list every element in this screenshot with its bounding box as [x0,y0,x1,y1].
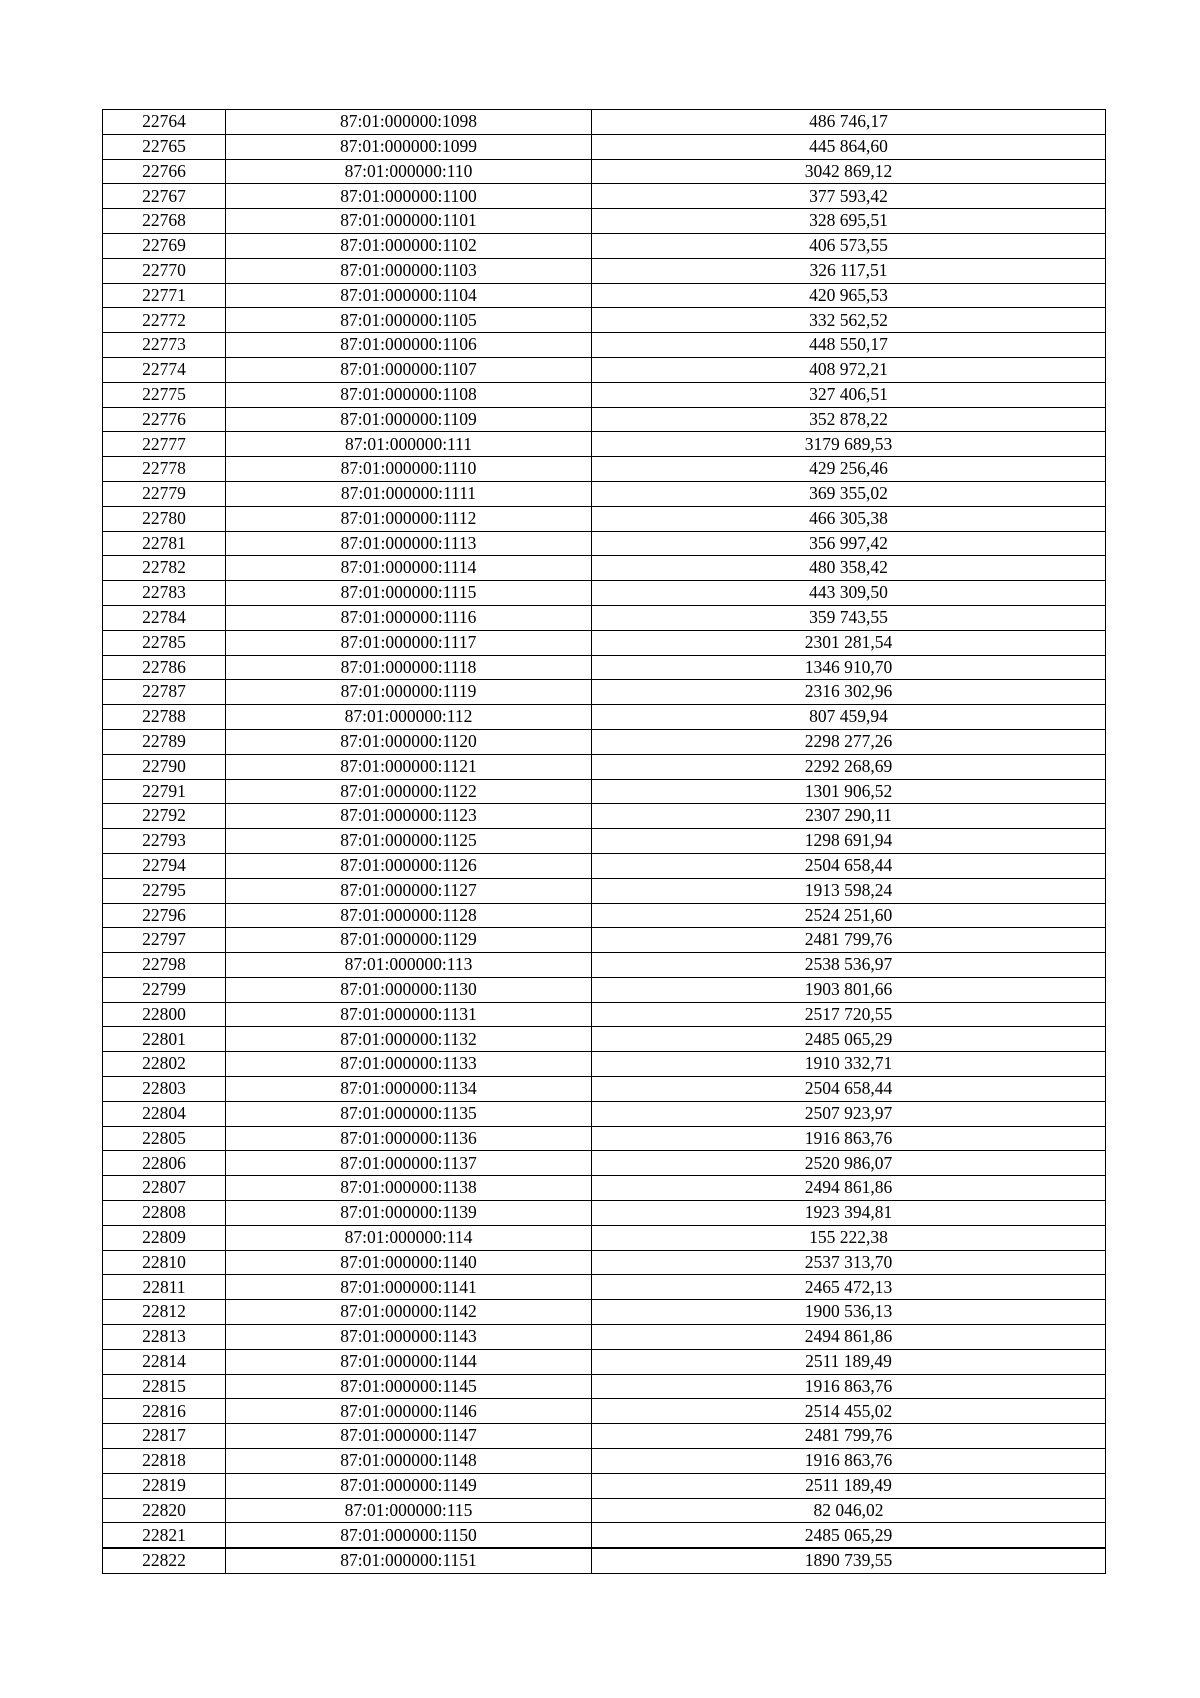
row-number-cell: 22804 [103,1101,226,1126]
row-number-cell: 22781 [103,531,226,556]
table-row [103,556,1106,581]
cadastral-number-cell: 87:01:000000:1140 [226,1250,592,1275]
row-number-cell: 22775 [103,382,226,407]
row-number-cell: 22789 [103,729,226,754]
value-cell: 1890 739,55 [592,1548,1106,1573]
table-row [103,1473,1106,1498]
value-cell: 369 355,02 [592,481,1106,506]
table-row [103,1250,1106,1275]
cadastral-number-cell: 87:01:000000:1108 [226,382,592,407]
value-cell: 3042 869,12 [592,159,1106,184]
cadastral-number-cell: 87:01:000000:1151 [226,1548,592,1573]
cadastral-number-cell: 87:01:000000:1134 [226,1077,592,1102]
table-row [103,1325,1106,1350]
cadastral-number-cell: 87:01:000000:1125 [226,829,592,854]
table-row [103,853,1106,878]
value-cell: 429 256,46 [592,457,1106,482]
table-row [103,1548,1106,1573]
row-number-cell: 22820 [103,1498,226,1523]
row-number-cell: 22822 [103,1548,226,1573]
value-cell: 1346 910,70 [592,655,1106,680]
value-cell: 443 309,50 [592,581,1106,606]
row-number-cell: 22801 [103,1027,226,1052]
cadastral-number-cell: 87:01:000000:1149 [226,1473,592,1498]
table-row [103,1126,1106,1151]
cadastral-number-cell: 87:01:000000:1105 [226,308,592,333]
value-cell: 807 459,94 [592,705,1106,730]
table-row [103,1399,1106,1424]
table-row [103,506,1106,531]
row-number-cell: 22767 [103,184,226,209]
table-row [103,1300,1106,1325]
row-number-cell: 22776 [103,407,226,432]
value-cell: 2511 189,49 [592,1349,1106,1374]
table-row [103,457,1106,482]
table-row [103,209,1106,234]
row-number-cell: 22788 [103,705,226,730]
value-cell: 82 046,02 [592,1498,1106,1523]
value-cell: 1900 536,13 [592,1300,1106,1325]
value-cell: 2524 251,60 [592,903,1106,928]
table-row [103,1275,1106,1300]
table-row [103,1225,1106,1250]
cadastral-value-table [102,109,1106,1574]
row-number-cell: 22813 [103,1325,226,1350]
cadastral-number-cell: 87:01:000000:1150 [226,1523,592,1548]
table-row [103,134,1106,159]
row-number-cell: 22798 [103,953,226,978]
row-number-cell: 22790 [103,754,226,779]
table-row [103,531,1106,556]
cadastral-number-cell: 87:01:000000:1138 [226,1176,592,1201]
table-row [103,729,1106,754]
table-row [103,680,1106,705]
value-cell: 2481 799,76 [592,928,1106,953]
table-row [103,977,1106,1002]
value-cell: 2514 455,02 [592,1399,1106,1424]
table-row [103,283,1106,308]
value-cell: 2298 277,26 [592,729,1106,754]
value-cell: 2520 986,07 [592,1151,1106,1176]
cadastral-number-cell: 87:01:000000:1131 [226,1002,592,1027]
value-cell: 480 358,42 [592,556,1106,581]
row-number-cell: 22821 [103,1523,226,1548]
row-number-cell: 22784 [103,605,226,630]
cadastral-number-cell: 87:01:000000:1109 [226,407,592,432]
table-row [103,1077,1106,1102]
value-cell: 2517 720,55 [592,1002,1106,1027]
cadastral-number-cell: 87:01:000000:1135 [226,1101,592,1126]
row-number-cell: 22803 [103,1077,226,1102]
table-row [103,1374,1106,1399]
table-row [103,804,1106,829]
value-cell: 3179 689,53 [592,432,1106,457]
row-number-cell: 22802 [103,1052,226,1077]
cadastral-number-cell: 87:01:000000:1117 [226,630,592,655]
value-cell: 356 997,42 [592,531,1106,556]
row-number-cell: 22805 [103,1126,226,1151]
value-cell: 2537 313,70 [592,1250,1106,1275]
row-number-cell: 22795 [103,878,226,903]
value-cell: 332 562,52 [592,308,1106,333]
value-cell: 2292 268,69 [592,754,1106,779]
row-number-cell: 22815 [103,1374,226,1399]
table-row [103,308,1106,333]
row-number-cell: 22771 [103,283,226,308]
row-number-cell: 22799 [103,977,226,1002]
cadastral-number-cell: 87:01:000000:1102 [226,233,592,258]
table-row [103,333,1106,358]
table-row [103,382,1106,407]
value-cell: 2511 189,49 [592,1473,1106,1498]
row-number-cell: 22792 [103,804,226,829]
cadastral-number-cell: 87:01:000000:1145 [226,1374,592,1399]
row-number-cell: 22764 [103,110,226,135]
value-cell: 420 965,53 [592,283,1106,308]
cadastral-number-cell: 87:01:000000:1121 [226,754,592,779]
value-cell: 486 746,17 [592,110,1106,135]
value-cell: 328 695,51 [592,209,1106,234]
value-cell: 1916 863,76 [592,1374,1106,1399]
value-cell: 1913 598,24 [592,878,1106,903]
value-cell: 377 593,42 [592,184,1106,209]
cadastral-number-cell: 87:01:000000:1137 [226,1151,592,1176]
cadastral-number-cell: 87:01:000000:1122 [226,779,592,804]
cadastral-number-cell: 87:01:000000:1120 [226,729,592,754]
row-number-cell: 22814 [103,1349,226,1374]
cadastral-number-cell: 87:01:000000:112 [226,705,592,730]
value-cell: 445 864,60 [592,134,1106,159]
row-number-cell: 22786 [103,655,226,680]
table-body [103,110,1106,1574]
row-number-cell: 22780 [103,506,226,531]
row-number-cell: 22782 [103,556,226,581]
value-cell: 406 573,55 [592,233,1106,258]
row-number-cell: 22769 [103,233,226,258]
table-row [103,481,1106,506]
cadastral-number-cell: 87:01:000000:1144 [226,1349,592,1374]
value-cell: 352 878,22 [592,407,1106,432]
row-number-cell: 22777 [103,432,226,457]
row-number-cell: 22797 [103,928,226,953]
value-cell: 408 972,21 [592,357,1106,382]
cadastral-number-cell: 87:01:000000:1111 [226,481,592,506]
row-number-cell: 22810 [103,1250,226,1275]
cadastral-number-cell: 87:01:000000:1119 [226,680,592,705]
cadastral-number-cell: 87:01:000000:1127 [226,878,592,903]
value-cell: 448 550,17 [592,333,1106,358]
cadastral-number-cell: 87:01:000000:1104 [226,283,592,308]
row-number-cell: 22808 [103,1201,226,1226]
cadastral-number-cell: 87:01:000000:1101 [226,209,592,234]
value-cell: 2481 799,76 [592,1424,1106,1449]
row-number-cell: 22768 [103,209,226,234]
row-number-cell: 22819 [103,1473,226,1498]
cadastral-number-cell: 87:01:000000:114 [226,1225,592,1250]
table-row [103,1523,1106,1548]
cadastral-number-cell: 87:01:000000:1100 [226,184,592,209]
table-row [103,1498,1106,1523]
cadastral-number-cell: 87:01:000000:1136 [226,1126,592,1151]
cadastral-number-cell: 87:01:000000:1133 [226,1052,592,1077]
table-row [103,233,1106,258]
table-row [103,1052,1106,1077]
value-cell: 326 117,51 [592,258,1106,283]
cadastral-number-cell: 87:01:000000:115 [226,1498,592,1523]
row-number-cell: 22809 [103,1225,226,1250]
row-number-cell: 22787 [103,680,226,705]
table-row [103,655,1106,680]
row-number-cell: 22794 [103,853,226,878]
row-number-cell: 22791 [103,779,226,804]
row-number-cell: 22800 [103,1002,226,1027]
cadastral-number-cell: 87:01:000000:1114 [226,556,592,581]
table-row [103,705,1106,730]
value-cell: 1301 906,52 [592,779,1106,804]
cadastral-number-cell: 87:01:000000:1132 [226,1027,592,1052]
row-number-cell: 22816 [103,1399,226,1424]
cadastral-number-cell: 87:01:000000:1110 [226,457,592,482]
value-cell: 1923 394,81 [592,1201,1106,1226]
table-row [103,357,1106,382]
cadastral-number-cell: 87:01:000000:1103 [226,258,592,283]
row-number-cell: 22779 [103,481,226,506]
table-row [103,903,1106,928]
table-row [103,953,1106,978]
cadastral-number-cell: 87:01:000000:1129 [226,928,592,953]
value-cell: 2504 658,44 [592,853,1106,878]
cadastral-number-cell: 87:01:000000:1142 [226,1300,592,1325]
value-cell: 2494 861,86 [592,1325,1106,1350]
value-cell: 359 743,55 [592,605,1106,630]
row-number-cell: 22806 [103,1151,226,1176]
row-number-cell: 22817 [103,1424,226,1449]
cadastral-number-cell: 87:01:000000:1116 [226,605,592,630]
row-number-cell: 22765 [103,134,226,159]
cadastral-number-cell: 87:01:000000:1130 [226,977,592,1002]
row-number-cell: 22774 [103,357,226,382]
row-number-cell: 22811 [103,1275,226,1300]
value-cell: 2504 658,44 [592,1077,1106,1102]
cadastral-number-cell: 87:01:000000:1115 [226,581,592,606]
cadastral-number-cell: 87:01:000000:1099 [226,134,592,159]
cadastral-number-cell: 87:01:000000:1126 [226,853,592,878]
value-cell: 2494 861,86 [592,1176,1106,1201]
cadastral-number-cell: 87:01:000000:1146 [226,1399,592,1424]
row-number-cell: 22773 [103,333,226,358]
table-row [103,258,1106,283]
table-row [103,159,1106,184]
value-cell: 466 305,38 [592,506,1106,531]
value-cell: 2538 536,97 [592,953,1106,978]
table-row [103,1151,1106,1176]
table-row [103,878,1106,903]
row-number-cell: 22772 [103,308,226,333]
row-number-cell: 22766 [103,159,226,184]
value-cell: 2485 065,29 [592,1523,1106,1548]
table-row [103,630,1106,655]
value-cell: 155 222,38 [592,1225,1106,1250]
cadastral-number-cell: 87:01:000000:1139 [226,1201,592,1226]
row-number-cell: 22785 [103,630,226,655]
cadastral-number-cell: 87:01:000000:1112 [226,506,592,531]
cadastral-number-cell: 87:01:000000:1118 [226,655,592,680]
table-row [103,184,1106,209]
value-cell: 2507 923,97 [592,1101,1106,1126]
table-row [103,605,1106,630]
value-cell: 327 406,51 [592,382,1106,407]
cadastral-number-cell: 87:01:000000:113 [226,953,592,978]
table-row [103,779,1106,804]
table-row [103,432,1106,457]
value-cell: 2316 302,96 [592,680,1106,705]
cadastral-number-cell: 87:01:000000:1107 [226,357,592,382]
cadastral-number-cell: 87:01:000000:1098 [226,110,592,135]
row-number-cell: 22807 [103,1176,226,1201]
row-number-cell: 22796 [103,903,226,928]
table-row [103,110,1106,135]
table-row [103,1424,1106,1449]
row-number-cell: 22793 [103,829,226,854]
row-number-cell: 22818 [103,1449,226,1474]
value-cell: 2465 472,13 [592,1275,1106,1300]
row-number-cell: 22812 [103,1300,226,1325]
table-row [103,1349,1106,1374]
cadastral-number-cell: 87:01:000000:110 [226,159,592,184]
table-row [103,407,1106,432]
cadastral-number-cell: 87:01:000000:1141 [226,1275,592,1300]
value-cell: 1298 691,94 [592,829,1106,854]
value-cell: 1916 863,76 [592,1126,1106,1151]
table-row [103,829,1106,854]
cadastral-number-cell: 87:01:000000:1147 [226,1424,592,1449]
row-number-cell: 22770 [103,258,226,283]
value-cell: 2485 065,29 [592,1027,1106,1052]
table-row [103,1176,1106,1201]
row-number-cell: 22778 [103,457,226,482]
cadastral-number-cell: 87:01:000000:1123 [226,804,592,829]
row-number-cell: 22783 [103,581,226,606]
table-row [103,1002,1106,1027]
value-cell: 2301 281,54 [592,630,1106,655]
value-cell: 1916 863,76 [592,1449,1106,1474]
cadastral-number-cell: 87:01:000000:1128 [226,903,592,928]
table-row [103,928,1106,953]
table-row [103,1027,1106,1052]
table-row [103,1449,1106,1474]
value-cell: 1903 801,66 [592,977,1106,1002]
cadastral-number-cell: 87:01:000000:1143 [226,1325,592,1350]
cadastral-number-cell: 87:01:000000:1106 [226,333,592,358]
cadastral-number-cell: 87:01:000000:1148 [226,1449,592,1474]
value-cell: 2307 290,11 [592,804,1106,829]
table-row [103,1201,1106,1226]
table-row [103,754,1106,779]
value-cell: 1910 332,71 [592,1052,1106,1077]
cadastral-number-cell: 87:01:000000:111 [226,432,592,457]
table-row [103,1101,1106,1126]
table-row [103,581,1106,606]
cadastral-number-cell: 87:01:000000:1113 [226,531,592,556]
